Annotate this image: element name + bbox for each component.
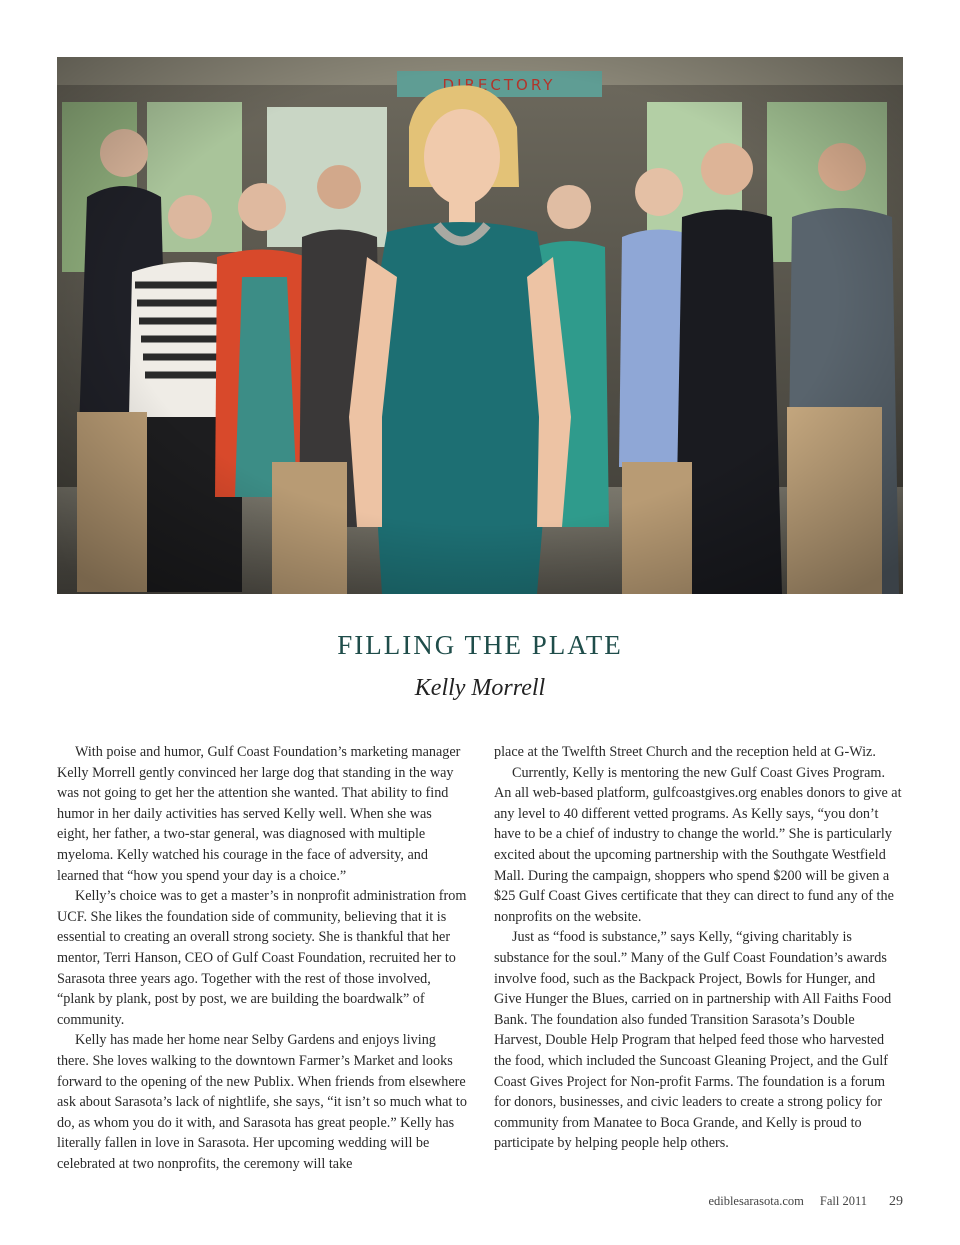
article-title: FILLING THE PLATE bbox=[337, 630, 623, 660]
left-column bbox=[57, 742, 467, 1174]
footer-issue: Fall 2011 bbox=[819, 1194, 867, 1208]
page-number: 29 bbox=[889, 1194, 903, 1209]
paragraph: Kelly’s choice was to get a master’s in nonprofit administration from UCF. She likes the foundation side of community, believing that it is essential to creating an overall strong society. She is thankful that her mentor, Terri Hanson, CEO of Gulf Coast Foundation, recruited her to Sarasota three years ago. Together with the rest of those involved, “plank by plank, post by post, we are building the boardwalk” of community. bbox=[57, 888, 467, 1028]
paragraph: Currently, Kelly is mentoring the new Gulf Coast Gives Program. An all web-based platform, gulfcoastgives.org enables donors to give at any level to 40 different vetted programs. As Kelly says, “you don’t have to be a chief of industry to change the world.” She is particularly excited about the upcoming partnership with the Southgate Westfield Mall. During the campaign, shoppers who spend $200 will be given a $25 Gulf Coast Gives certificate that they can direct to fund any of the nonprofits on the website. bbox=[494, 764, 902, 925]
paragraph: Just as “food is substance,” says Kelly, “giving charitably is substance for the soul.” Many of the Gulf Coast Foundation’s awards involve food, such as the Backpack Project, Bowls for Hunger, and Give Hunger the Blues, carried on in partnership with All Faiths Food Bank. The foundation also funded Transition Sarasota’s Double Harvest, Double Help Program that helped feed those who harvested the food, which included the Suncoast Gleaning Project, and the Gulf Coast Gives Project for Non-profit Farms. The foundation is a forum for donors, businesses, and civic leaders to create a strong policy for community from Manatee to Boca Grande, and Kelly is proud to participate by helping people help others. bbox=[494, 929, 892, 1152]
article-byline: Kelly Morrell bbox=[414, 675, 546, 701]
right-column bbox=[494, 742, 904, 1154]
paragraph: Kelly has made her home near Selby Gardens and enjoys living there. She loves walking to the downtown Farmer’s Market and looks forward to the opening of the new Publix. When friends from elsewhere ask about Sarasota’s lack of nightlife, she says, “it isn’t so much what to do, as whom you do it with, and Sarasota has great people.” Kelly has literally fallen in love in Sarasota. Her upcoming wedding will be celebrated at two nonprofits, the ceremony will take bbox=[57, 1032, 467, 1172]
page-footer bbox=[692, 1194, 903, 1210]
footer-site: ediblesarasota.com bbox=[708, 1194, 804, 1208]
paragraph-continuation: place at the Twelfth Street Church and the reception held at G-Wiz. bbox=[494, 744, 876, 760]
group-photo bbox=[57, 57, 903, 594]
paragraph: With poise and humor, Gulf Coast Foundation’s marketing manager Kelly Morrell gently convinced her large dog that standing in the way was not going to get her the attention she wanted. That ability to find humor in her daily activities has served Kelly well. When she was eight, her father, a two-star general, was diagnosed with multiple myeloma. Kelly watched his courage in the face of adversity, and learned that “how you spend your day is a choice.” bbox=[57, 744, 461, 884]
